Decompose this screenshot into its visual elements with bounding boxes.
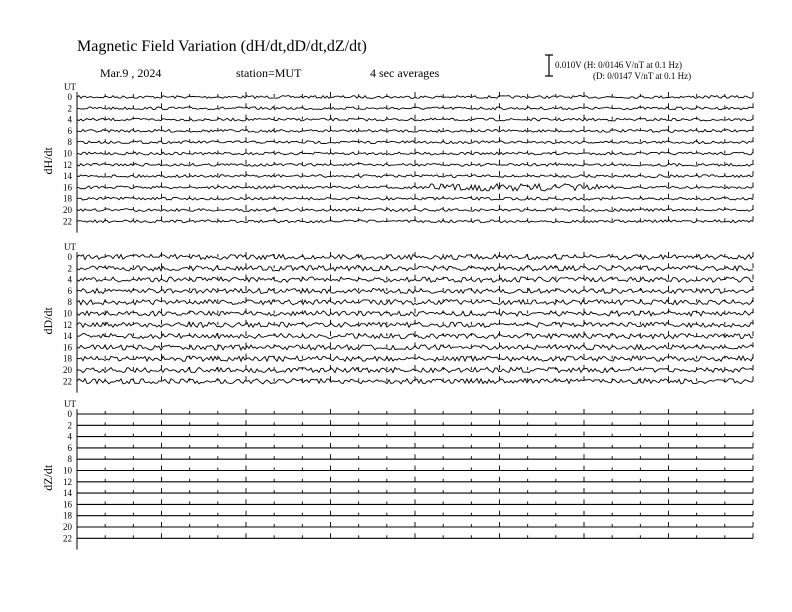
hour-tick-label: 12 bbox=[63, 159, 72, 170]
panel-dhdt bbox=[41, 82, 753, 233]
hour-tick-label: 14 bbox=[63, 171, 72, 182]
hour-tick-label: 2 bbox=[67, 420, 72, 431]
hour-tick-label: 6 bbox=[67, 285, 72, 296]
chart-title: Magnetic Field Variation (dH/dt,dD/dt,dZ/dt) bbox=[77, 38, 367, 55]
hour-tick-label: 4 bbox=[67, 274, 72, 285]
panel-dzdt bbox=[41, 399, 753, 550]
hour-tick-label: 10 bbox=[63, 465, 72, 476]
averaging-label: 4 sec averages bbox=[370, 66, 440, 80]
hour-tick-label: 20 bbox=[63, 205, 72, 215]
hour-tick-label: 14 bbox=[63, 331, 72, 342]
hour-tick-label: 12 bbox=[63, 476, 72, 487]
hour-tick-label: 8 bbox=[67, 297, 72, 308]
hour-tick-label: 16 bbox=[63, 499, 72, 510]
hour-tick-label: 16 bbox=[63, 342, 72, 353]
y-axis-label: dD/dt bbox=[41, 307, 55, 335]
hour-tick-label: 6 bbox=[67, 125, 72, 136]
hour-tick-label: 20 bbox=[63, 365, 72, 375]
hour-tick-label: 16 bbox=[63, 182, 72, 193]
scale-label-d: (D: 0/0147 V/nT at 0.1 Hz) bbox=[593, 71, 692, 81]
hour-tick-label: 0 bbox=[67, 409, 72, 419]
scale-label-h: 0.010V (H: 0/0146 V/nT at 0.1 Hz) bbox=[555, 60, 682, 70]
station-label: station=MUT bbox=[236, 66, 302, 80]
hour-tick-label: 10 bbox=[63, 148, 72, 159]
hour-tick-label: 20 bbox=[63, 522, 72, 532]
hour-tick-label: 4 bbox=[67, 114, 72, 125]
date-label: Mar.9 , 2024 bbox=[100, 66, 162, 80]
ut-label: UT bbox=[64, 242, 76, 252]
y-axis-label: dZ/dt bbox=[41, 464, 55, 491]
hour-tick-label: 18 bbox=[63, 510, 72, 521]
hour-tick-label: 0 bbox=[67, 252, 72, 262]
hour-tick-label: 2 bbox=[67, 103, 72, 114]
scale-bar-icon bbox=[545, 55, 553, 76]
y-axis-label: dH/dt bbox=[41, 147, 55, 175]
hour-tick-label: 18 bbox=[63, 353, 72, 364]
hour-tick-label: 10 bbox=[63, 308, 72, 319]
hour-tick-label: 18 bbox=[63, 193, 72, 204]
hour-tick-label: 14 bbox=[63, 488, 72, 499]
hour-tick-label: 12 bbox=[63, 319, 72, 330]
ut-label: UT bbox=[64, 399, 76, 409]
ut-label: UT bbox=[64, 82, 76, 92]
hour-tick-label: 22 bbox=[63, 216, 72, 227]
hour-tick-label: 22 bbox=[63, 376, 72, 387]
panel-dddt bbox=[41, 242, 753, 393]
hour-tick-label: 6 bbox=[67, 442, 72, 453]
hour-tick-label: 2 bbox=[67, 263, 72, 274]
hour-tick-label: 4 bbox=[67, 431, 72, 442]
hour-tick-label: 8 bbox=[67, 137, 72, 148]
hour-tick-label: 0 bbox=[67, 92, 72, 102]
hour-tick-label: 22 bbox=[63, 533, 72, 544]
hour-tick-label: 8 bbox=[67, 454, 72, 465]
